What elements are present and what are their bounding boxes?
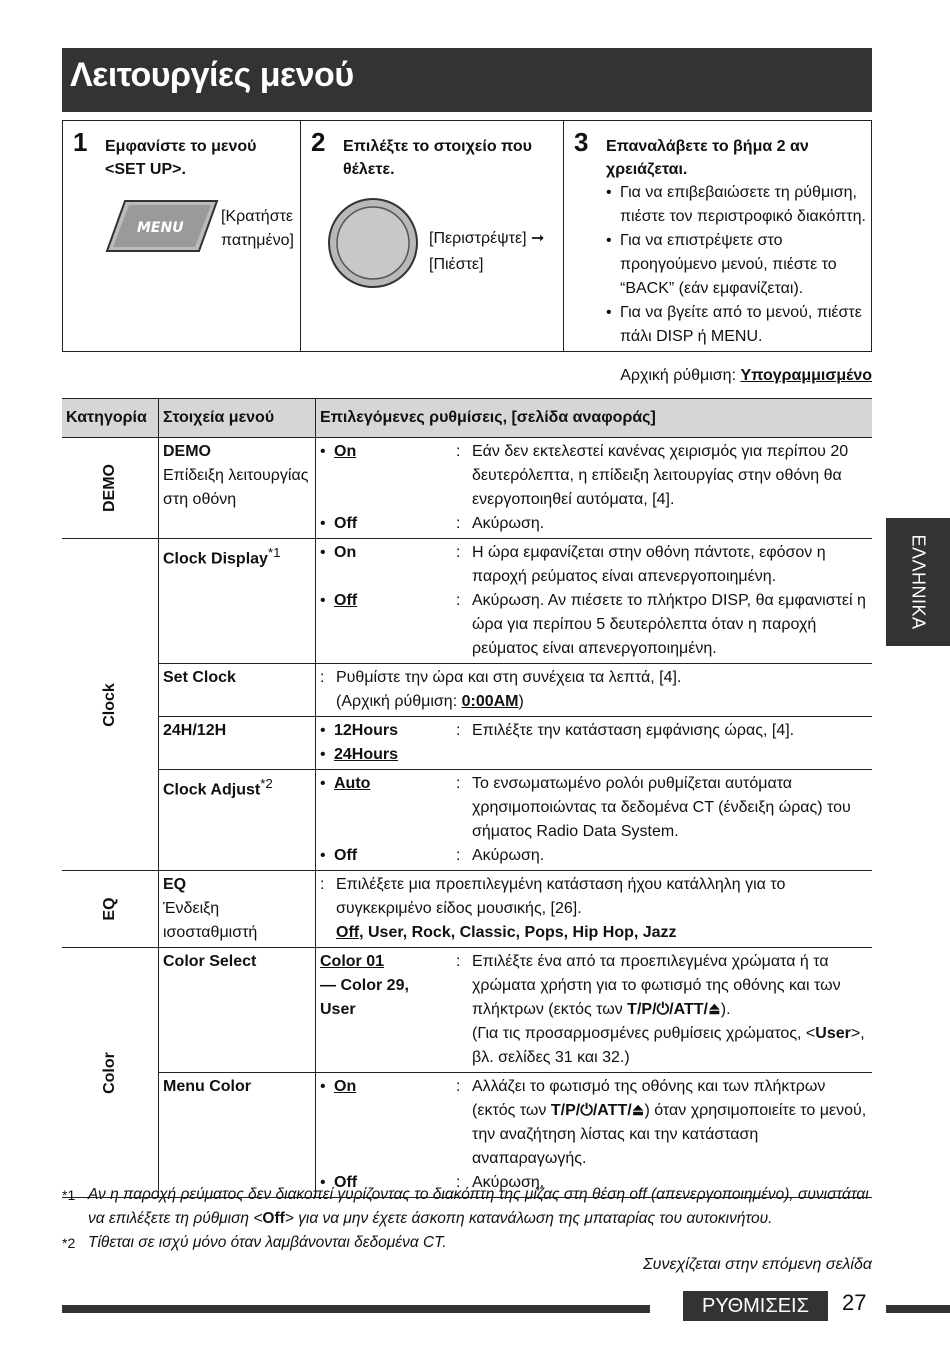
option-desc: Εάν δεν εκτελεστεί κανένας χειρισμός για περίπου 20 δευτερόλεπτα, η επίδειξη λειτουργίας στην οθόνη θα ενεργοποιηθεί αυτόματα, [4].	[472, 443, 849, 508]
setting-desc: : Επιλέξετε μια προεπιλεγμένη κατάσταση ήχου κατάλληλη για το συγκεκριμένο είδος μουσικής, [26]. Off, User, Rock, Classic, Pops, Hip Hop, Jazz	[320, 876, 786, 941]
settings-cell	[316, 948, 873, 1073]
settings-cell	[316, 438, 873, 539]
option-value: On	[334, 1078, 357, 1095]
section-label: ΡΥΘΜΙΣΕΙΣ	[683, 1291, 828, 1321]
hold-note	[221, 205, 294, 253]
option-value: User	[320, 1001, 356, 1018]
option-desc: Ακύρωση.	[472, 1174, 545, 1191]
footnote-text: Τίθεται σε ισχύ μόνο όταν λαμβάνονται δεδομένα CT.	[88, 1234, 447, 1251]
table-row-color-select	[62, 948, 872, 1073]
menu-button-label: MENU	[137, 220, 184, 236]
step-text-line: χρειάζεται.	[606, 161, 688, 178]
category-label: Color	[101, 1051, 118, 1094]
bullet-line: • Για να βγείτε από το μενού, πιέστε	[620, 304, 862, 321]
option-row: Color 01 — Color 29, User : Επιλέξτε ένα από τα προεπιλεγμένα χρώματα ή τα χρώματα χρήστη για το φωτισμό της οθόνης και των πλήκτρων (εκτός των T/P/⏻/ATT/⏏). (Για τις προσαρμοσμένες ρυθμίσεις χρώματος, <User>, βλ. σελίδες 31 και 32.)	[320, 953, 865, 1066]
bullet-line: πιέστε τον περιστροφικό διακόπτη.	[620, 208, 866, 225]
page-title: Λειτουργίες μενού	[70, 56, 354, 94]
header-category: Κατηγορία	[62, 399, 159, 438]
step-number: 2	[311, 127, 326, 157]
option-value: On	[334, 544, 357, 561]
option-row: • On : Η ώρα εμφανίζεται στην οθόνη πάντοτε, εφόσον η παροχή ρεύματος είναι απενεργοποιημένη.	[320, 541, 868, 589]
option-desc: Το ενσωματωμένο ρολόι ρυθμίζεται αυτόματα χρησιμοποιώντας τα δεδομένα CT (ένδειξη ώρας) του σήματος Radio Data System.	[472, 775, 851, 840]
option-row: • 12Hours : Επιλέξτε την κατάσταση εμφάνισης ώρας, [4].	[320, 719, 868, 743]
option-row: • On : Αλλάζει το φωτισμό της οθόνης και των πλήκτρων (εκτός των T/P/⏻/ATT/⏏) όταν χρησιμοποιείτε το μενού, την αναζήτηση λίστας και την κατάσταση αναπαραγωγής.	[320, 1075, 868, 1171]
footnote-2	[62, 1231, 872, 1255]
step-3	[564, 121, 871, 351]
option-value: Off	[334, 515, 358, 532]
item-name: Clock Adjust	[163, 781, 261, 799]
table-row-demo	[62, 438, 872, 539]
option-desc: Ρυθμίστε την ώρα και στη συνέχεια τα λεπτά, [4].	[336, 669, 682, 686]
option-value: Off	[336, 924, 360, 941]
step-text	[606, 135, 809, 181]
item-name: EQ	[163, 876, 187, 893]
settings-cell	[316, 539, 873, 664]
category-label: EQ	[101, 897, 118, 921]
category-label: Clock	[101, 682, 118, 727]
option-row: • Off : Ακύρωση.	[320, 844, 868, 868]
option-row: • Off : Ακύρωση. Αν πιέσετε το πλήκτρο DISP, θα εμφανιστεί η ώρα για περίπου 5 δευτερόλεπτα όταν η παροχή ρεύματος είναι απενεργοποιημένη.	[320, 589, 868, 661]
bullet-item	[604, 229, 866, 301]
option-value: Auto	[334, 775, 371, 792]
footnote-off: Off	[262, 1210, 285, 1227]
step-text-line: Επιλέξτε το στοιχείο που	[343, 138, 532, 155]
continued-note: Συνεχίζεται στην επόμενη σελίδα	[643, 1256, 872, 1273]
footer-rule-left	[62, 1305, 650, 1313]
keys-label: T/P/⏻/ATT/⏏	[550, 1102, 645, 1119]
category-cell	[62, 438, 159, 539]
default-note-label: Αρχική ρύθμιση:	[620, 367, 741, 384]
table-header-row	[62, 399, 872, 438]
settings-cell	[316, 717, 873, 770]
header-items: Στοιχεία μενού	[159, 399, 316, 438]
note-line: [Κρατήστε	[221, 208, 294, 225]
option-row: • Off : Ακύρωση.	[320, 1171, 868, 1195]
footnote-text: > για να μην έχετε άσκοπη κατανάλωση της μπαταρίας του αυτοκινήτου.	[284, 1210, 773, 1227]
settings-cell	[316, 1073, 873, 1198]
item-name: Menu Color	[163, 1078, 251, 1095]
table-row-set-clock	[62, 664, 872, 717]
item-desc: Επίδειξη λειτουργίας	[163, 467, 309, 484]
footnote-mark: *2	[62, 1235, 76, 1251]
category-cell	[62, 871, 159, 948]
settings-cell	[316, 871, 873, 948]
footnotes	[62, 1183, 872, 1255]
settings-cell	[316, 664, 873, 717]
option-desc: ).	[720, 1001, 731, 1018]
step-number: 3	[574, 127, 589, 157]
option-value: Off	[334, 847, 358, 864]
option-row: • On : Εάν δεν εκτελεστεί κανένας χειρισμός για περίπου 20 δευτερόλεπτα, η επίδειξη λειτουργίας στην οθόνη θα ενεργοποιηθεί αυτόματα, [4].	[320, 440, 868, 512]
footnote-mark: *1	[62, 1187, 76, 1203]
settings-cell	[316, 770, 873, 871]
option-value: — Color 29,	[320, 977, 409, 994]
option-desc: Ακύρωση.	[472, 847, 545, 864]
item-name: Color Select	[163, 953, 257, 970]
item-desc: ισοσταθμιστή	[163, 924, 258, 941]
bullet-line: προηγούμενο μενού, πιέστε το	[620, 256, 837, 273]
item-cell	[159, 717, 316, 770]
title-bar	[62, 48, 872, 112]
note-line: πατημένο]	[221, 232, 294, 249]
header-settings: Επιλεγόμενες ρυθμίσεις, [σελίδα αναφοράς]	[316, 399, 873, 438]
option-row: • 24Hours	[320, 743, 868, 767]
init-close: )	[518, 693, 524, 710]
default-note-value: Υπογραμμισμένο	[740, 367, 872, 384]
step-bullets	[604, 181, 866, 349]
step-text	[105, 135, 257, 181]
step-text-line: Επαναλάβετε το βήμα 2 αν	[606, 138, 809, 155]
table-row-clock-display	[62, 539, 872, 664]
option-value: Off	[334, 592, 358, 609]
default-setting-note	[620, 367, 872, 385]
item-name: 24H/12H	[163, 722, 227, 739]
item-cell	[159, 539, 316, 664]
rotate-label: [Περιστρέψτε]	[429, 230, 527, 247]
option-value: On	[334, 443, 357, 460]
footnote-mark: *2	[260, 776, 273, 791]
item-desc: στη οθόνη	[163, 491, 237, 508]
category-cell	[62, 539, 159, 871]
menu-button-icon	[103, 197, 223, 255]
option-desc: Ακύρωση. Αν πιέσετε το πλήκτρο DISP, θα εμφανιστεί η ώρα για περίπου 5 δευτερόλεπτα όταν η παροχή ρεύματος είναι απενεργοποιημένη.	[472, 592, 866, 657]
table-row-clock-adjust	[62, 770, 872, 871]
item-cell	[159, 871, 316, 948]
footer-rule-right	[886, 1305, 950, 1313]
bullet-line: • Για να επιστρέψετε στο	[620, 232, 783, 249]
rotate-note	[429, 227, 544, 251]
steps-box	[62, 120, 872, 352]
option-value: 12Hours	[334, 722, 399, 739]
bullet-line: “BACK” (εάν εμφανίζεται).	[620, 280, 804, 297]
footnote-text: Αν η παροχή ρεύματος δεν διακοπεί γυρίζοντας το διακόπτη της μίζας στη θέση off (απενεργοποιημένο), συνιστάται να επιλέξετε τη ρύθμιση <	[88, 1186, 869, 1227]
option-desc: Ακύρωση.	[472, 515, 545, 532]
option-desc: (Για τις προσαρμοσμένες ρυθμίσεις χρώματος, <	[472, 1025, 816, 1042]
table-row-menu-color	[62, 1073, 872, 1198]
step-2	[301, 121, 564, 351]
step-text-line: <SET UP>.	[105, 161, 186, 178]
option-row: • Auto : Το ενσωματωμένο ρολόι ρυθμίζεται αυτόματα χρησιμοποιώντας τα δεδομένα CT (ένδειξη ώρας) του σήματος Radio Data System.	[320, 772, 868, 844]
table-row-24h-12h	[62, 717, 872, 770]
rotary-knob-icon	[325, 195, 421, 291]
language-tab	[886, 518, 950, 646]
menu-table	[62, 398, 872, 1198]
option-desc: ) όταν χρησιμοποιείτε το μενού, την αναζήτηση λίστας και την κατάσταση αναπαραγωγής.	[472, 1102, 867, 1167]
category-cell	[62, 948, 159, 1198]
step-number: 1	[73, 127, 88, 157]
init-value: 0:00AM	[461, 693, 519, 710]
option-desc: Επιλέξτε ένα από τα προεπιλεγμένα χρώματα ή τα χρώματα χρήστη για το φωτισμό της οθόνης και των πλήκτρων (εκτός των	[472, 953, 841, 1018]
bullet-item	[604, 181, 866, 229]
bullet-line: πάλι DISP ή MENU.	[620, 328, 763, 345]
item-cell	[159, 1073, 316, 1198]
arrow-right-icon: ➞	[530, 230, 545, 247]
option-value: 24Hours	[334, 746, 399, 763]
item-name: Clock Display	[163, 550, 268, 568]
category-label: DEMO	[101, 464, 118, 512]
table-row-eq	[62, 871, 872, 948]
item-desc: Ένδειξη	[163, 900, 220, 917]
item-cell	[159, 664, 316, 717]
option-desc: Επιλέξτε την κατάσταση εμφάνισης ώρας, [4].	[472, 722, 795, 739]
setting-desc: : Ρυθμίστε την ώρα και στη συνέχεια τα λεπτά, [4]. (Αρχική ρύθμιση: 0:00AM)	[320, 669, 682, 710]
step-text-line: Εμφανίστε το μενού	[105, 138, 257, 155]
option-row: • Off : Ακύρωση.	[320, 512, 868, 536]
bullet-line: • Για να επιβεβαιώσετε τη ρύθμιση,	[620, 184, 857, 201]
item-name: DEMO	[163, 443, 211, 460]
option-desc: >, βλ. σελίδες 31 και 32.)	[472, 1025, 865, 1066]
user-label: User	[815, 1025, 851, 1042]
page-number: 27	[842, 1290, 867, 1315]
option-value: Off	[334, 1174, 358, 1191]
option-desc: Η ώρα εμφανίζεται στην οθόνη πάντοτε, εφόσον η παροχή ρεύματος είναι απενεργοποιημένη.	[472, 544, 826, 585]
step-text	[343, 135, 532, 181]
option-value: Color 01	[320, 953, 385, 970]
item-cell	[159, 438, 316, 539]
keys-label: T/P/⏻/ATT/⏏	[627, 1001, 721, 1018]
press-note: [Πιέστε]	[429, 256, 484, 273]
init-label: (Αρχική ρύθμιση:	[336, 693, 462, 710]
step-1	[63, 121, 301, 351]
option-values: , User, Rock, Classic, Pops, Hip Hop, Jazz	[359, 924, 677, 941]
footnote-1	[62, 1183, 872, 1231]
option-desc: Επιλέξετε μια προεπιλεγμένη κατάσταση ήχου κατάλληλη για το συγκεκριμένο είδος μουσικής, [26].	[336, 876, 786, 917]
language-tab-label: ΕΛΛΗΝΙΚΑ	[908, 534, 929, 630]
bullet-item	[604, 301, 866, 349]
item-cell	[159, 948, 316, 1073]
step-text-line: θέλετε.	[343, 161, 395, 178]
item-name: Set Clock	[163, 669, 236, 686]
item-cell	[159, 770, 316, 871]
option-desc: Αλλάζει το φωτισμό της οθόνης και των πλήκτρων (εκτός των	[472, 1078, 826, 1119]
footnote-mark: *1	[267, 545, 281, 560]
